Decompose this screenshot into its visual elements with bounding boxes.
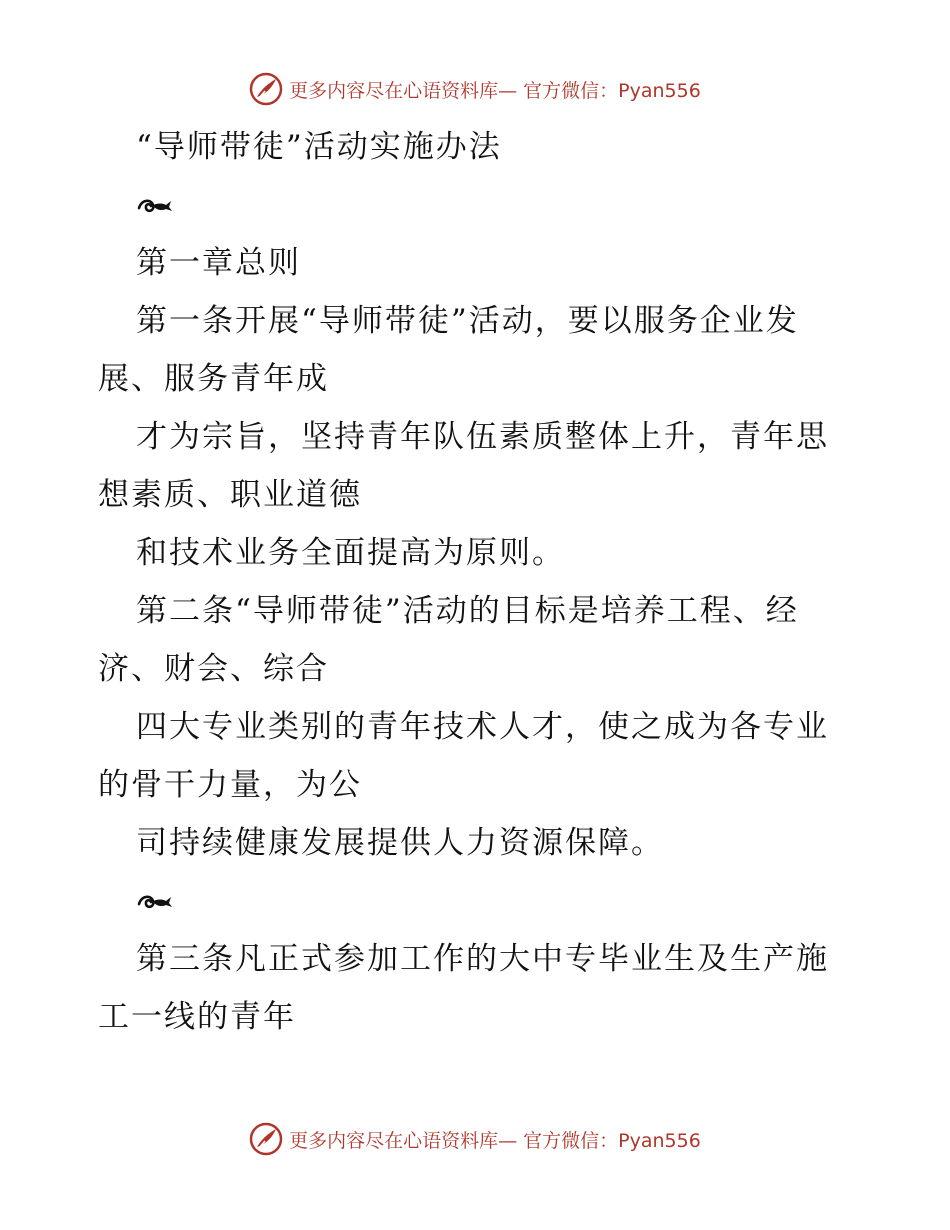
paragraph-line: 想素质、职业道德 <box>98 477 362 513</box>
quill-seal-icon <box>249 72 283 106</box>
paragraph-line: 展、服务青年成 <box>98 361 329 397</box>
paragraph-line: 才为宗旨，坚持青年队伍素质整体上升，青年思 <box>136 419 829 455</box>
document-body <box>98 118 858 1046</box>
header-banner-wechat: 官方微信：Pyan556 <box>523 79 701 102</box>
footer-banner <box>0 1122 950 1156</box>
paragraph-line: 工一线的青年 <box>98 999 296 1035</box>
paragraph-line: 和技术业务全面提高为原则。 <box>136 535 565 571</box>
ornament-divider <box>98 872 858 930</box>
document-title: “导师带徒”活动实施办法 <box>136 129 502 165</box>
paragraph-line: 第三条凡正式参加工作的大中专毕业生及生产施 <box>136 941 829 977</box>
paragraph-line: 四大专业类别的青年技术人才，使之成为各专业 <box>136 709 829 745</box>
paragraph-line: 的骨干力量，为公 <box>98 767 362 803</box>
ornament-divider <box>98 176 858 234</box>
header-banner-text: 更多内容尽在心语资料库— <box>289 79 518 102</box>
paragraph-line: 济、财会、综合 <box>98 651 329 687</box>
header-banner <box>0 72 950 106</box>
paragraph-line: 司持续健康发展提供人力资源保障。 <box>136 825 664 861</box>
chapter-heading: 第一章总则 <box>136 245 301 281</box>
paragraph-line: 第一条开展“导师带徒”活动，要以服务企业发 <box>136 303 799 339</box>
footer-banner-text: 更多内容尽在心语资料库— <box>289 1129 518 1152</box>
footer-banner-wechat: 官方微信：Pyan556 <box>523 1129 701 1152</box>
fleuron-icon <box>136 890 174 912</box>
quill-seal-icon <box>249 1122 283 1156</box>
paragraph-line: 第二条“导师带徒”活动的目标是培养工程、经 <box>136 593 799 629</box>
fleuron-icon <box>136 194 174 216</box>
